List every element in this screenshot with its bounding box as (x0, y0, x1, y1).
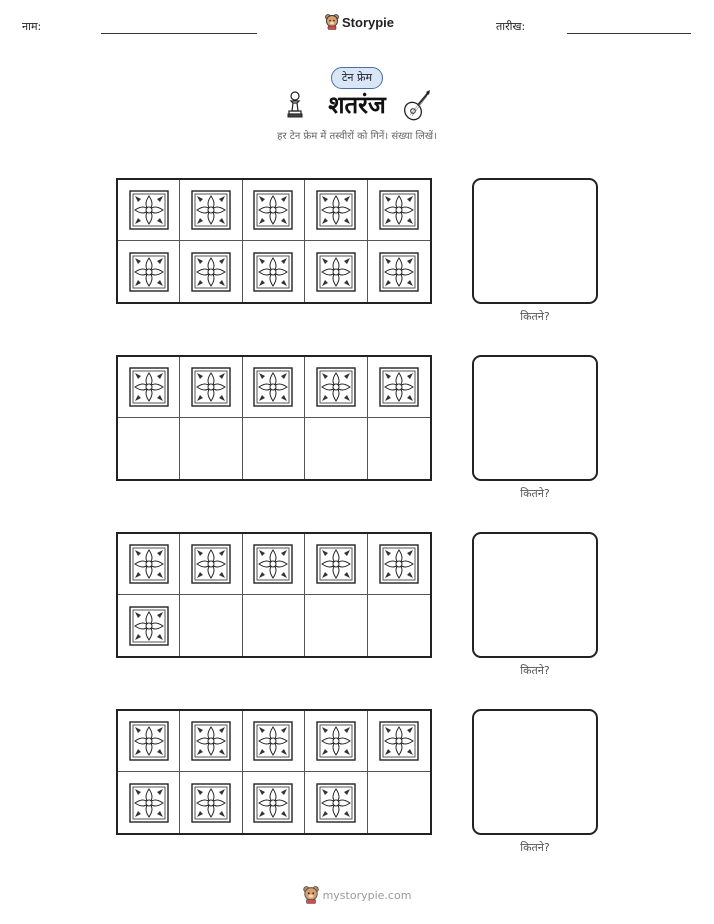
worksheet-title: शतरंज (328, 91, 386, 119)
answer-box-4[interactable] (472, 709, 598, 835)
ten-frame-cell (243, 534, 305, 595)
chess-board-tile-icon (253, 721, 293, 761)
answer-prompt: कितने? (520, 841, 550, 854)
answer-box-3[interactable] (472, 532, 598, 658)
chess-board-tile-icon (191, 721, 231, 761)
bear-logo-icon (325, 14, 339, 30)
chess-board-tile-icon (253, 544, 293, 584)
ten-frame-cell (368, 241, 430, 302)
ten-frame-cell (243, 418, 305, 479)
chess-board-tile-icon (316, 367, 356, 407)
chess-board-tile-icon (191, 367, 231, 407)
ten-frame-cell (180, 241, 242, 302)
brand-name: Storypie (342, 14, 395, 30)
chess-board-tile-icon (191, 190, 231, 230)
chess-board-tile-icon (316, 721, 356, 761)
chess-board-tile-icon (129, 606, 169, 646)
name-label: नाम: (22, 20, 42, 33)
ten-frame-1 (116, 178, 432, 304)
chess-board-tile-icon (129, 367, 169, 407)
chess-board-tile-icon (316, 544, 356, 584)
ten-frame-cell (180, 595, 242, 656)
chess-board-tile-icon (129, 721, 169, 761)
answer-box-1[interactable] (472, 178, 598, 304)
bear-logo-icon (303, 886, 319, 904)
chess-board-tile-icon (379, 544, 419, 584)
chess-board-tile-icon (379, 721, 419, 761)
chess-board-tile-icon (316, 190, 356, 230)
chess-board-tile-icon (129, 783, 169, 823)
instructions: हर टेन फ्रेम में तस्वीरों को गिनें। संख्या लिखें। (277, 131, 437, 142)
ten-frame-cell (368, 595, 430, 656)
answer-prompt: कितने? (520, 664, 550, 677)
topic-badge: टेन फ्रेम (331, 67, 383, 89)
ten-frame-cell (305, 711, 367, 772)
chess-board-tile-icon (191, 544, 231, 584)
ten-frame-cell (368, 534, 430, 595)
ten-frame-cell (118, 772, 180, 833)
ten-frame-cell (180, 357, 242, 418)
chess-board-tile-icon (316, 783, 356, 823)
chess-board-tile-icon (316, 252, 356, 292)
chess-board-tile-icon (253, 783, 293, 823)
ten-frame-2 (116, 355, 432, 481)
chess-board-tile-icon (129, 544, 169, 584)
chess-board-tile-icon (379, 367, 419, 407)
footer (0, 886, 714, 904)
ten-frame-cell (180, 180, 242, 241)
ten-frame-cell (305, 595, 367, 656)
ten-frame-cell (305, 357, 367, 418)
ten-frame-cell (243, 357, 305, 418)
ten-frame-4 (116, 709, 432, 835)
chess-board-tile-icon (191, 252, 231, 292)
ten-frame-cell (180, 534, 242, 595)
ten-frame-cell (118, 534, 180, 595)
name-line (101, 33, 257, 34)
footer-url: mystorypie.com (322, 888, 412, 902)
ten-frame-cell (305, 534, 367, 595)
answer-box-2[interactable] (472, 355, 598, 481)
ten-frame-cell (118, 711, 180, 772)
ten-frame-cell (368, 180, 430, 241)
ten-frame-cell (368, 772, 430, 833)
brand-logo (325, 14, 394, 30)
ten-frame-cell (243, 711, 305, 772)
ten-frame-cell (368, 711, 430, 772)
chess-board-tile-icon (129, 252, 169, 292)
chess-board-tile-icon (253, 252, 293, 292)
date-line (567, 33, 691, 34)
ten-frame-cell (118, 418, 180, 479)
answer-prompt: कितने? (520, 487, 550, 500)
chess-board-tile-icon (253, 367, 293, 407)
chess-board-tile-icon (191, 783, 231, 823)
ten-frame-cell (368, 357, 430, 418)
ten-frame-cell (305, 418, 367, 479)
chess-board-tile-icon (253, 190, 293, 230)
ten-frame-cell (118, 180, 180, 241)
ten-frame-cell (368, 418, 430, 479)
chess-board-tile-icon (379, 190, 419, 230)
date-label: तारीख: (496, 20, 526, 33)
ten-frame-cell (180, 418, 242, 479)
chess-board-tile-icon (379, 252, 419, 292)
ten-frame-3 (116, 532, 432, 658)
ten-frame-cell (305, 772, 367, 833)
lute-icon (402, 88, 432, 122)
ten-frame-cell (243, 595, 305, 656)
ten-frame-cell (243, 241, 305, 302)
chess-board-tile-icon (129, 190, 169, 230)
ten-frame-cell (118, 595, 180, 656)
ten-frame-cell (118, 357, 180, 418)
ten-frame-cell (180, 772, 242, 833)
ten-frame-cell (305, 241, 367, 302)
ten-frame-cell (180, 711, 242, 772)
ten-frame-cell (243, 180, 305, 241)
ten-frame-cell (118, 241, 180, 302)
ten-frame-cell (305, 180, 367, 241)
ten-frame-cell (243, 772, 305, 833)
answer-prompt: कितने? (520, 310, 550, 323)
